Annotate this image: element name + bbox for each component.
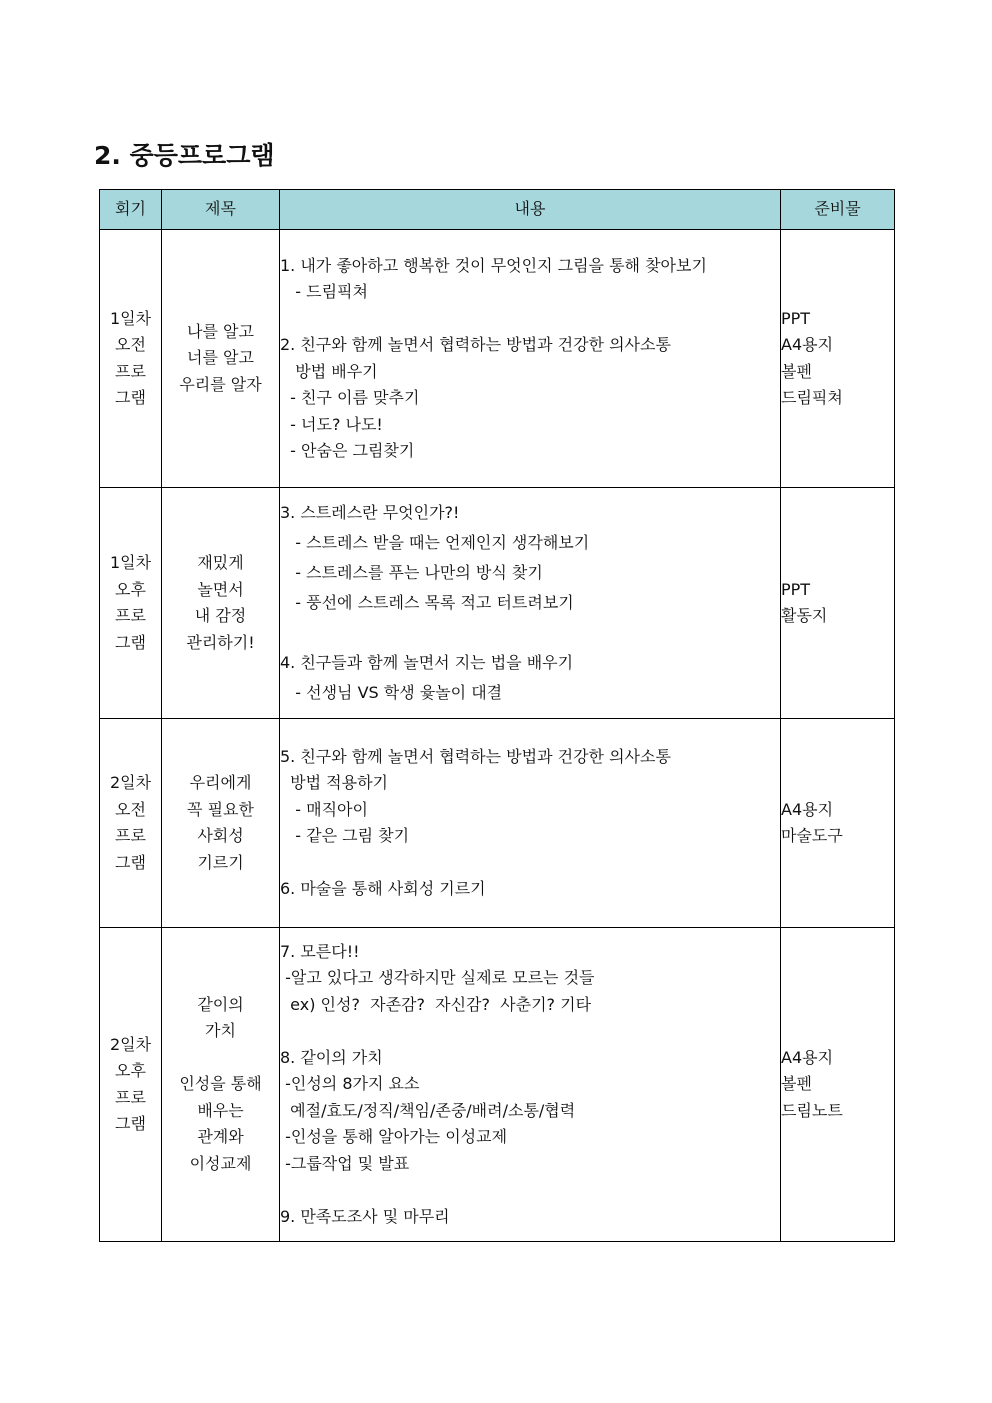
content-line: - 풍선에 스트레스 목록 적고 터트려보기 bbox=[280, 593, 574, 612]
header-row bbox=[100, 190, 895, 230]
header-title: 제목 bbox=[162, 190, 280, 230]
title-line: 이성교제 bbox=[189, 1153, 252, 1173]
title-line: 놀면서 bbox=[197, 579, 244, 599]
content-line: 방법 적용하기 bbox=[280, 773, 388, 792]
content-cell bbox=[280, 488, 781, 719]
prep-line: 볼펜 bbox=[781, 1074, 812, 1094]
prep-line: 활동지 bbox=[781, 606, 828, 625]
content-spacer bbox=[280, 1177, 780, 1204]
content-line: - 스트레스 받을 때는 언제인지 생각해보기 bbox=[280, 533, 590, 552]
content-cell bbox=[280, 230, 781, 488]
content-line: 3. 스트레스란 무엇인가?! bbox=[280, 503, 460, 522]
prep-line: A4용지 bbox=[781, 799, 834, 819]
session-line: 2일차 bbox=[109, 1034, 152, 1054]
content-line: 5. 친구와 함께 놀면서 협력하는 방법과 건강한 의사소통 bbox=[280, 746, 671, 766]
table-row bbox=[100, 719, 895, 928]
content-line: - 친구 이름 맞추기 bbox=[280, 388, 420, 407]
content-line: - 매직아이 bbox=[280, 799, 368, 819]
title-line: 우리에게 bbox=[189, 773, 252, 792]
prep-cell bbox=[781, 928, 895, 1242]
content-line: -인성의 8가지 요소 bbox=[280, 1074, 420, 1094]
content-line: 예절/효도/정직/책임/존중/배려/소통/협력 bbox=[280, 1100, 576, 1120]
prep-line: 볼펜 bbox=[781, 361, 812, 381]
title-line: 기르기 bbox=[197, 852, 244, 872]
table-row bbox=[100, 230, 895, 488]
content-line: - 드림픽쳐 bbox=[280, 282, 368, 301]
title-line: 인성을 통해 bbox=[179, 1074, 262, 1094]
session-line: 2일차 bbox=[109, 773, 152, 792]
session-line: 그램 bbox=[115, 632, 146, 652]
session-line: 그램 bbox=[115, 1114, 146, 1133]
prep-cell bbox=[781, 230, 895, 488]
content-line: 8. 같이의 가치 bbox=[280, 1047, 383, 1067]
title-line: 관계와 bbox=[197, 1127, 244, 1147]
content-line: -그룹작업 및 발표 bbox=[280, 1153, 410, 1173]
title-cell bbox=[162, 928, 280, 1242]
prep-line: 드림노트 bbox=[781, 1100, 843, 1120]
session-line: 프로 bbox=[115, 361, 146, 381]
session-line: 프로 bbox=[115, 826, 146, 845]
page-title: 2. 중등프로그램 bbox=[94, 141, 275, 170]
content-line: 2. 친구와 함께 놀면서 협력하는 방법과 건강한 의사소통 bbox=[280, 335, 671, 354]
content-line: -인성을 통해 알아가는 이성교제 bbox=[280, 1127, 508, 1147]
content-line: 6. 마술을 통해 사회성 기르기 bbox=[280, 879, 486, 898]
header-session: 회기 bbox=[100, 190, 162, 230]
session-cell bbox=[100, 488, 162, 719]
title-line: 같이의 bbox=[197, 994, 244, 1014]
prep-cell bbox=[781, 488, 895, 719]
title-line: 가치 bbox=[205, 1021, 236, 1041]
content-spacer bbox=[280, 618, 780, 648]
session-cell bbox=[100, 719, 162, 928]
content-cell bbox=[280, 719, 781, 928]
content-spacer bbox=[280, 306, 780, 333]
title-line: 배우는 bbox=[197, 1100, 244, 1120]
header-content: 내용 bbox=[280, 190, 781, 230]
title-line: 재밌게 bbox=[197, 553, 244, 572]
prep-line: 마술도구 bbox=[781, 826, 843, 845]
title-line: 너를 알고 bbox=[187, 348, 254, 368]
content-line: 4. 친구들과 함께 놀면서 지는 법을 배우기 bbox=[280, 653, 574, 672]
title-spacer bbox=[162, 1045, 279, 1072]
session-line: 오후 bbox=[115, 579, 146, 599]
session-line: 프로 bbox=[115, 606, 146, 625]
prep-line: A4용지 bbox=[781, 335, 834, 354]
prep-cell bbox=[781, 719, 895, 928]
prep-line: 드림픽쳐 bbox=[781, 388, 843, 407]
title-line: 꼭 필요한 bbox=[187, 799, 254, 819]
prep-line: PPT bbox=[781, 308, 811, 328]
content-line: 9. 만족도조사 및 마무리 bbox=[280, 1206, 450, 1226]
table-row bbox=[100, 928, 895, 1242]
prep-line: A4용지 bbox=[781, 1047, 834, 1067]
title-line: 우리를 알자 bbox=[179, 374, 262, 394]
session-line: 1일차 bbox=[109, 553, 152, 572]
session-cell bbox=[100, 928, 162, 1242]
title-cell bbox=[162, 230, 280, 488]
content-line: - 같은 그림 찾기 bbox=[280, 826, 410, 845]
content-line: - 스트레스를 푸는 나만의 방식 찾기 bbox=[280, 563, 543, 582]
session-line: 그램 bbox=[115, 388, 146, 407]
title-line: 사회성 bbox=[197, 826, 244, 845]
prep-line: PPT bbox=[781, 579, 811, 599]
program-table bbox=[99, 189, 895, 1242]
content-line: -알고 있다고 생각하지만 실제로 모르는 것들 bbox=[280, 968, 595, 988]
title-cell bbox=[162, 488, 280, 719]
content-cell bbox=[280, 928, 781, 1242]
content-line: ex) 인성? 자존감? 자신감? 사춘기? 기타 bbox=[280, 994, 592, 1014]
content-line: - 안숨은 그림찾기 bbox=[280, 441, 415, 460]
content-line: 방법 배우기 bbox=[280, 361, 378, 381]
title-line: 관리하기! bbox=[186, 632, 255, 652]
session-line: 오후 bbox=[115, 1061, 146, 1080]
title-cell bbox=[162, 719, 280, 928]
content-line: - 선생님 VS 학생 윷놀이 대결 bbox=[280, 683, 503, 702]
session-line: 오전 bbox=[115, 335, 146, 354]
session-line: 오전 bbox=[115, 799, 146, 819]
title-line: 내 감정 bbox=[194, 606, 247, 625]
title-line: 나를 알고 bbox=[187, 321, 254, 341]
content-spacer bbox=[280, 1018, 780, 1045]
content-line: - 너도? 나도! bbox=[280, 414, 383, 434]
session-line: 1일차 bbox=[109, 308, 152, 328]
content-line: 7. 모른다!! bbox=[280, 941, 360, 961]
header-prep: 준비물 bbox=[781, 190, 895, 230]
session-line: 그램 bbox=[115, 852, 146, 872]
content-spacer bbox=[280, 850, 780, 877]
content-line: 1. 내가 좋아하고 행복한 것이 무엇인지 그림을 통해 찾아보기 bbox=[280, 255, 707, 275]
session-cell bbox=[100, 230, 162, 488]
session-line: 프로 bbox=[115, 1087, 146, 1107]
table-row bbox=[100, 488, 895, 719]
